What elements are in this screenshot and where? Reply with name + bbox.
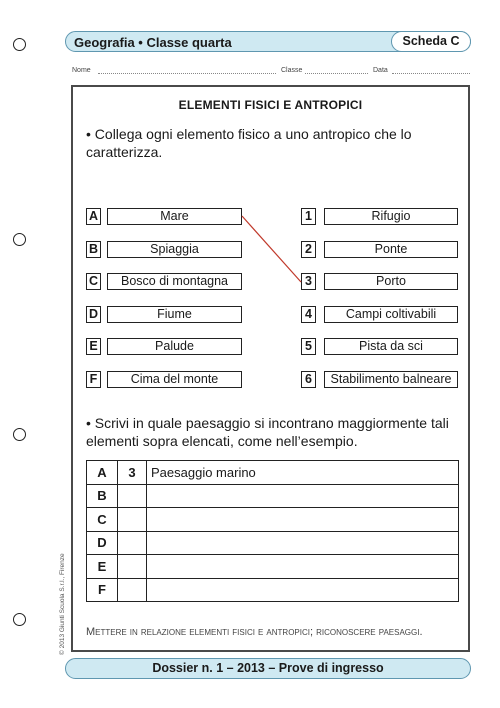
left-letter-d: D xyxy=(86,306,101,323)
subject-title: Geografia • Classe quarta xyxy=(74,35,232,50)
row-landscape-cell[interactable] xyxy=(147,484,459,508)
left-item-spiaggia[interactable]: Spiaggia xyxy=(107,241,242,258)
left-item-fiume[interactable]: Fiume xyxy=(107,306,242,323)
right-number-5: 5 xyxy=(301,338,316,355)
table-row xyxy=(87,508,459,532)
right-number-6: 6 xyxy=(301,371,316,388)
table-row xyxy=(87,555,459,579)
binder-hole xyxy=(13,613,26,626)
row-landscape-cell[interactable] xyxy=(147,555,459,579)
right-item-porto[interactable]: Porto xyxy=(324,273,458,290)
row-number-cell[interactable] xyxy=(118,531,147,555)
name-label: Nome xyxy=(72,67,91,74)
exercise-title: ELEMENTI FISICI E ANTROPICI xyxy=(178,98,363,112)
instruction-connect: • Collega ogni elemento fisico a uno antropico che lo caratterizza. xyxy=(86,126,412,160)
right-item-pista[interactable]: Pista da sci xyxy=(324,338,458,355)
right-item-ponte[interactable]: Ponte xyxy=(324,241,458,258)
left-letter-c: C xyxy=(86,273,101,290)
table-row xyxy=(87,484,459,508)
answer-table xyxy=(86,460,459,602)
left-item-mare[interactable]: Mare xyxy=(107,208,242,225)
left-letter-a: A xyxy=(86,208,101,225)
row-letter: C xyxy=(87,508,118,532)
class-label: Classe xyxy=(281,67,303,74)
right-item-stabilimento[interactable]: Stabilimento balneare xyxy=(324,371,458,388)
row-number-cell[interactable] xyxy=(118,578,147,602)
table-row xyxy=(87,578,459,602)
row-number-cell[interactable] xyxy=(118,484,147,508)
date-label: Data xyxy=(373,67,388,74)
row-landscape-cell[interactable] xyxy=(147,508,459,532)
worksheet-tab: Scheda C xyxy=(391,31,471,52)
right-item-rifugio[interactable]: Rifugio xyxy=(324,208,458,225)
date-line xyxy=(392,73,470,74)
table-row xyxy=(87,461,459,485)
copyright-note: © 2013 Giunti Scuola S.r.l., Firenze xyxy=(59,553,66,655)
right-number-2: 2 xyxy=(301,241,316,258)
table-row xyxy=(87,531,459,555)
right-item-campi[interactable]: Campi coltivabili xyxy=(324,306,458,323)
right-number-1: 1 xyxy=(301,208,316,225)
row-number-cell[interactable]: 3 xyxy=(118,461,147,485)
left-letter-e: E xyxy=(86,338,101,355)
page-header xyxy=(65,31,471,52)
left-letter-b: B xyxy=(86,241,101,258)
row-number-cell[interactable] xyxy=(118,555,147,579)
left-item-palude[interactable]: Palude xyxy=(107,338,242,355)
left-letter-f: F xyxy=(86,371,101,388)
learning-objective: Mettere in relazione elementi fisici e antropici; riconoscere paesaggi. xyxy=(86,626,423,638)
row-letter: B xyxy=(87,484,118,508)
binder-hole xyxy=(13,233,26,246)
row-landscape-cell[interactable] xyxy=(147,531,459,555)
row-landscape-cell[interactable]: Paesaggio marino xyxy=(147,461,459,485)
class-line xyxy=(305,73,368,74)
row-letter: A xyxy=(87,461,118,485)
row-letter: F xyxy=(87,578,118,602)
row-landscape-cell[interactable] xyxy=(147,578,459,602)
right-number-3: 3 xyxy=(301,273,316,290)
row-number-cell[interactable] xyxy=(118,508,147,532)
right-number-4: 4 xyxy=(301,306,316,323)
page-footer: Dossier n. 1 – 2013 – Prove di ingresso xyxy=(65,658,471,679)
left-item-bosco[interactable]: Bosco di montagna xyxy=(107,273,242,290)
instruction-landscape: • Scrivi in quale paesaggio si incontrano maggiormente tali elementi sopra elencati, come nell’esempio. xyxy=(86,415,449,449)
name-line xyxy=(98,73,276,74)
left-item-cima[interactable]: Cima del monte xyxy=(107,371,242,388)
binder-hole xyxy=(13,38,26,51)
row-letter: D xyxy=(87,531,118,555)
binder-hole xyxy=(13,428,26,441)
row-letter: E xyxy=(87,555,118,579)
